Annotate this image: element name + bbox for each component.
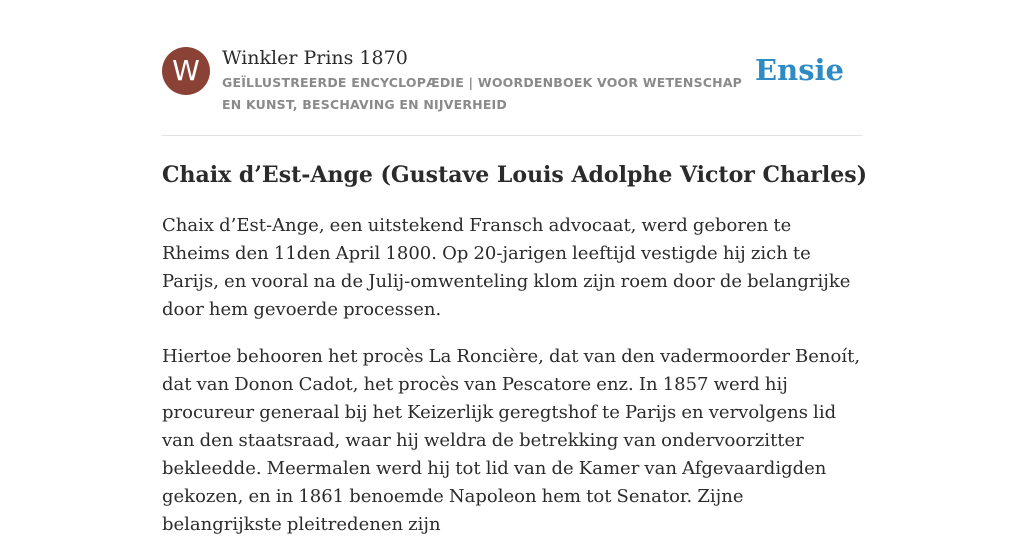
page [162, 0, 867, 535]
site-title[interactable]: Winkler Prins 1870 [222, 47, 408, 69]
avatar[interactable]: W [162, 47, 210, 95]
ensie-logo[interactable]: Ensie [755, 53, 844, 87]
divider [162, 135, 862, 136]
entry-body [162, 212, 862, 558]
entry-paragraph: Chaix d’Est-Ange, een uitstekend Fransch advocaat, werd geboren te Rheims den 11den April 1800. Op 20-jarigen leeftijd vestigde hij zich te Parijs, en vooral na de Julij-omwenteling klom zijn roem door de belangrijke door hem gevoerde processen. [162, 215, 851, 320]
site-header [162, 46, 862, 116]
entry-paragraph: Hiertoe behooren het procès La Roncière, dat van den vadermoorder Benoít, dat van Donon Cadot, het procès van Pescatore enz. In 1857 werd hij procureur generaal bij het Keizerlijk geregtshof te Parijs en vervolgens lid van den staatsraad, waar hij weldra de betrekking van ondervoorzitter bekleedde. Meermalen werd hij tot lid van de Kamer van Afgevaardigden gekozen, en in 1861 benoemde Napoleon hem tot Senator. Zijne belangrijkste pleitredenen zijn [162, 346, 861, 535]
entry-title: Chaix d’Est-Ange (Gustave Louis Adolphe Victor Charles) [162, 162, 867, 188]
site-subtitle: GEÏLLUSTREERDE ENCYCLOPÆDIE | WOORDENBOEK VOOR WETENSCHAP EN KUNST, BESCHAVING EN NIJVERHEID [222, 75, 743, 112]
